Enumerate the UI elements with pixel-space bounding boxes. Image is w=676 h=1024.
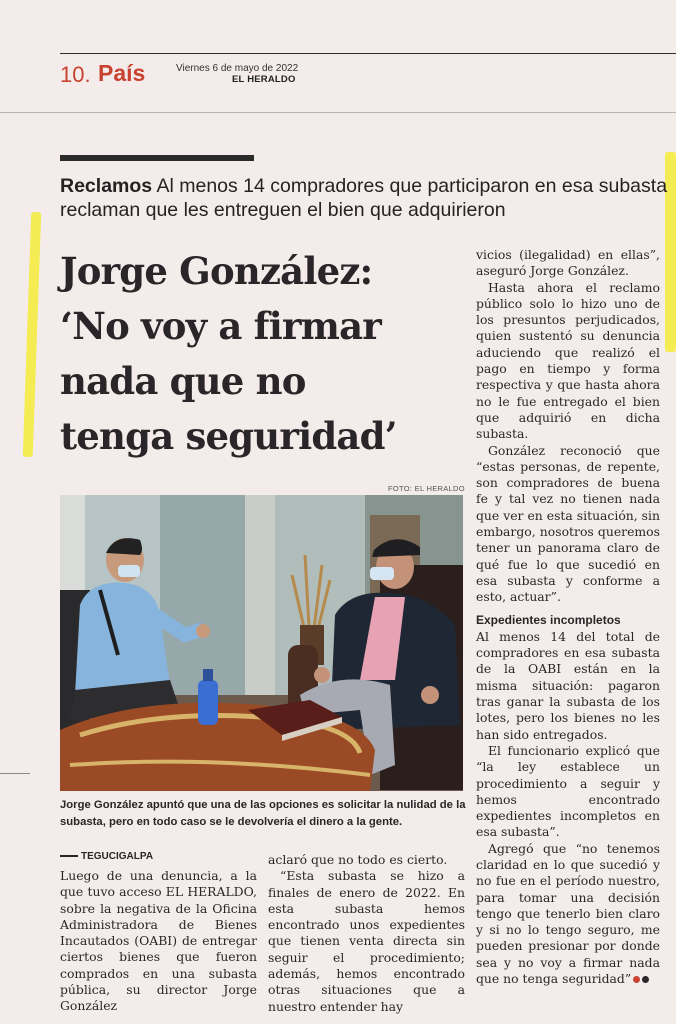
paragraph: Al menos 14 del total de compradores en esa subasta de la OABI están en la misma situación: pagaron tras ganar la subasta de los lotes, pero los bienes no les han sido entregados. [476,628,660,742]
paragraph: González reconoció que “estas personas, de repente, son compradores de buena fe y tal vez no tienen nada que ver en esta situación, sin embargo, nosotros queremos tener un panorama claro de qué fue lo que sucedió en esa subasta y conforme a esto, actuar”. [476,442,660,605]
photo-caption: Jorge González apuntó que una de las opciones es solicitar la nulidad de la subasta, pero en todo caso se le devolvería el dinero a la gente. [60,799,466,828]
kicker-bar [60,155,254,161]
article-photo [60,495,463,791]
fold-line [0,112,676,113]
dateline-rule [60,855,78,857]
headline-line-1: Jorge González: [60,249,373,293]
paragraph: vicios (ilegalidad) en ellas”, aseguró Jorge González. [476,247,660,279]
photo-credit: FOTO: EL HERALDO [388,484,465,493]
headline-line-3: nada que no [60,359,306,403]
paragraph-text: Agregó que “no tenemos claridad en lo que sucedió y no fue en el período nuestro, para tomar una decisión tengo que tenerlo bien claro y si no lo tengo seguro, me pueden presionar por donde sea y no voy a firmar nada que no tenga seguridad” [476,840,660,987]
kicker-label: Reclamos [60,175,153,197]
page-number: 10. [60,62,91,87]
end-mark-icon [633,976,640,983]
paragraph: aclaró que no todo es cierto. [268,852,448,867]
header-rule [60,53,676,54]
article-column-1 [60,868,257,1015]
headline-line-4: tenga seguridad’ [60,414,397,458]
dateline [60,851,153,862]
section-name: País [98,60,146,86]
article-column-2 [268,852,465,1015]
kicker [60,174,670,222]
margin-rule [0,773,30,774]
end-mark-icon [642,976,649,983]
publication-date: Viernes 6 de mayo de 2022 [176,63,299,74]
final-paragraph [476,841,660,988]
headline [60,244,465,464]
paragraph: Luego de una denuncia, a la que tuvo acceso EL HERALDO, sobre la negativa de la Oficina Administradora de Bienes Incautados (OABI) de entregar ciertos bienes que fueron comprados en una subasta pública, su director Jorge González [60,868,257,1014]
headline-line-2: ‘No voy a firmar [60,304,381,348]
paragraph: Hasta ahora el reclamo público solo lo hizo uno de los presuntos perjudicados, quien sustentó su denuncia aduciendo que realizó el pago en tiempo y forma respectiva y que hasta ahora no le fue entregado el bien que adquirió en dicha subasta. [476,279,660,442]
kicker-text: Al menos 14 compradores que participaron en esa subasta reclaman que les entreguen el bien que adquirieron [60,175,668,221]
paragraph: “Esta subasta se hizo a finales de enero de 2022. En esta subasta hemos encontrado unos expedientes que tienen venta directa sin seguir el procedimiento; además, hemos encontrado otras situaciones que a nuestro entender hay [268,868,465,1014]
paragraph: El funcionario explicó que “la ley establece un procedimiento a seguir y hemos encontrado expedientes incompletos en esa subasta”. [476,742,660,840]
newspaper-name: EL HERALDO [232,74,296,85]
article-column-3 [476,247,660,987]
subheading: Expedientes incompletos [476,612,621,627]
highlighter-mark-left [23,212,42,457]
dateline-text: TEGUCIGALPA [81,851,154,862]
